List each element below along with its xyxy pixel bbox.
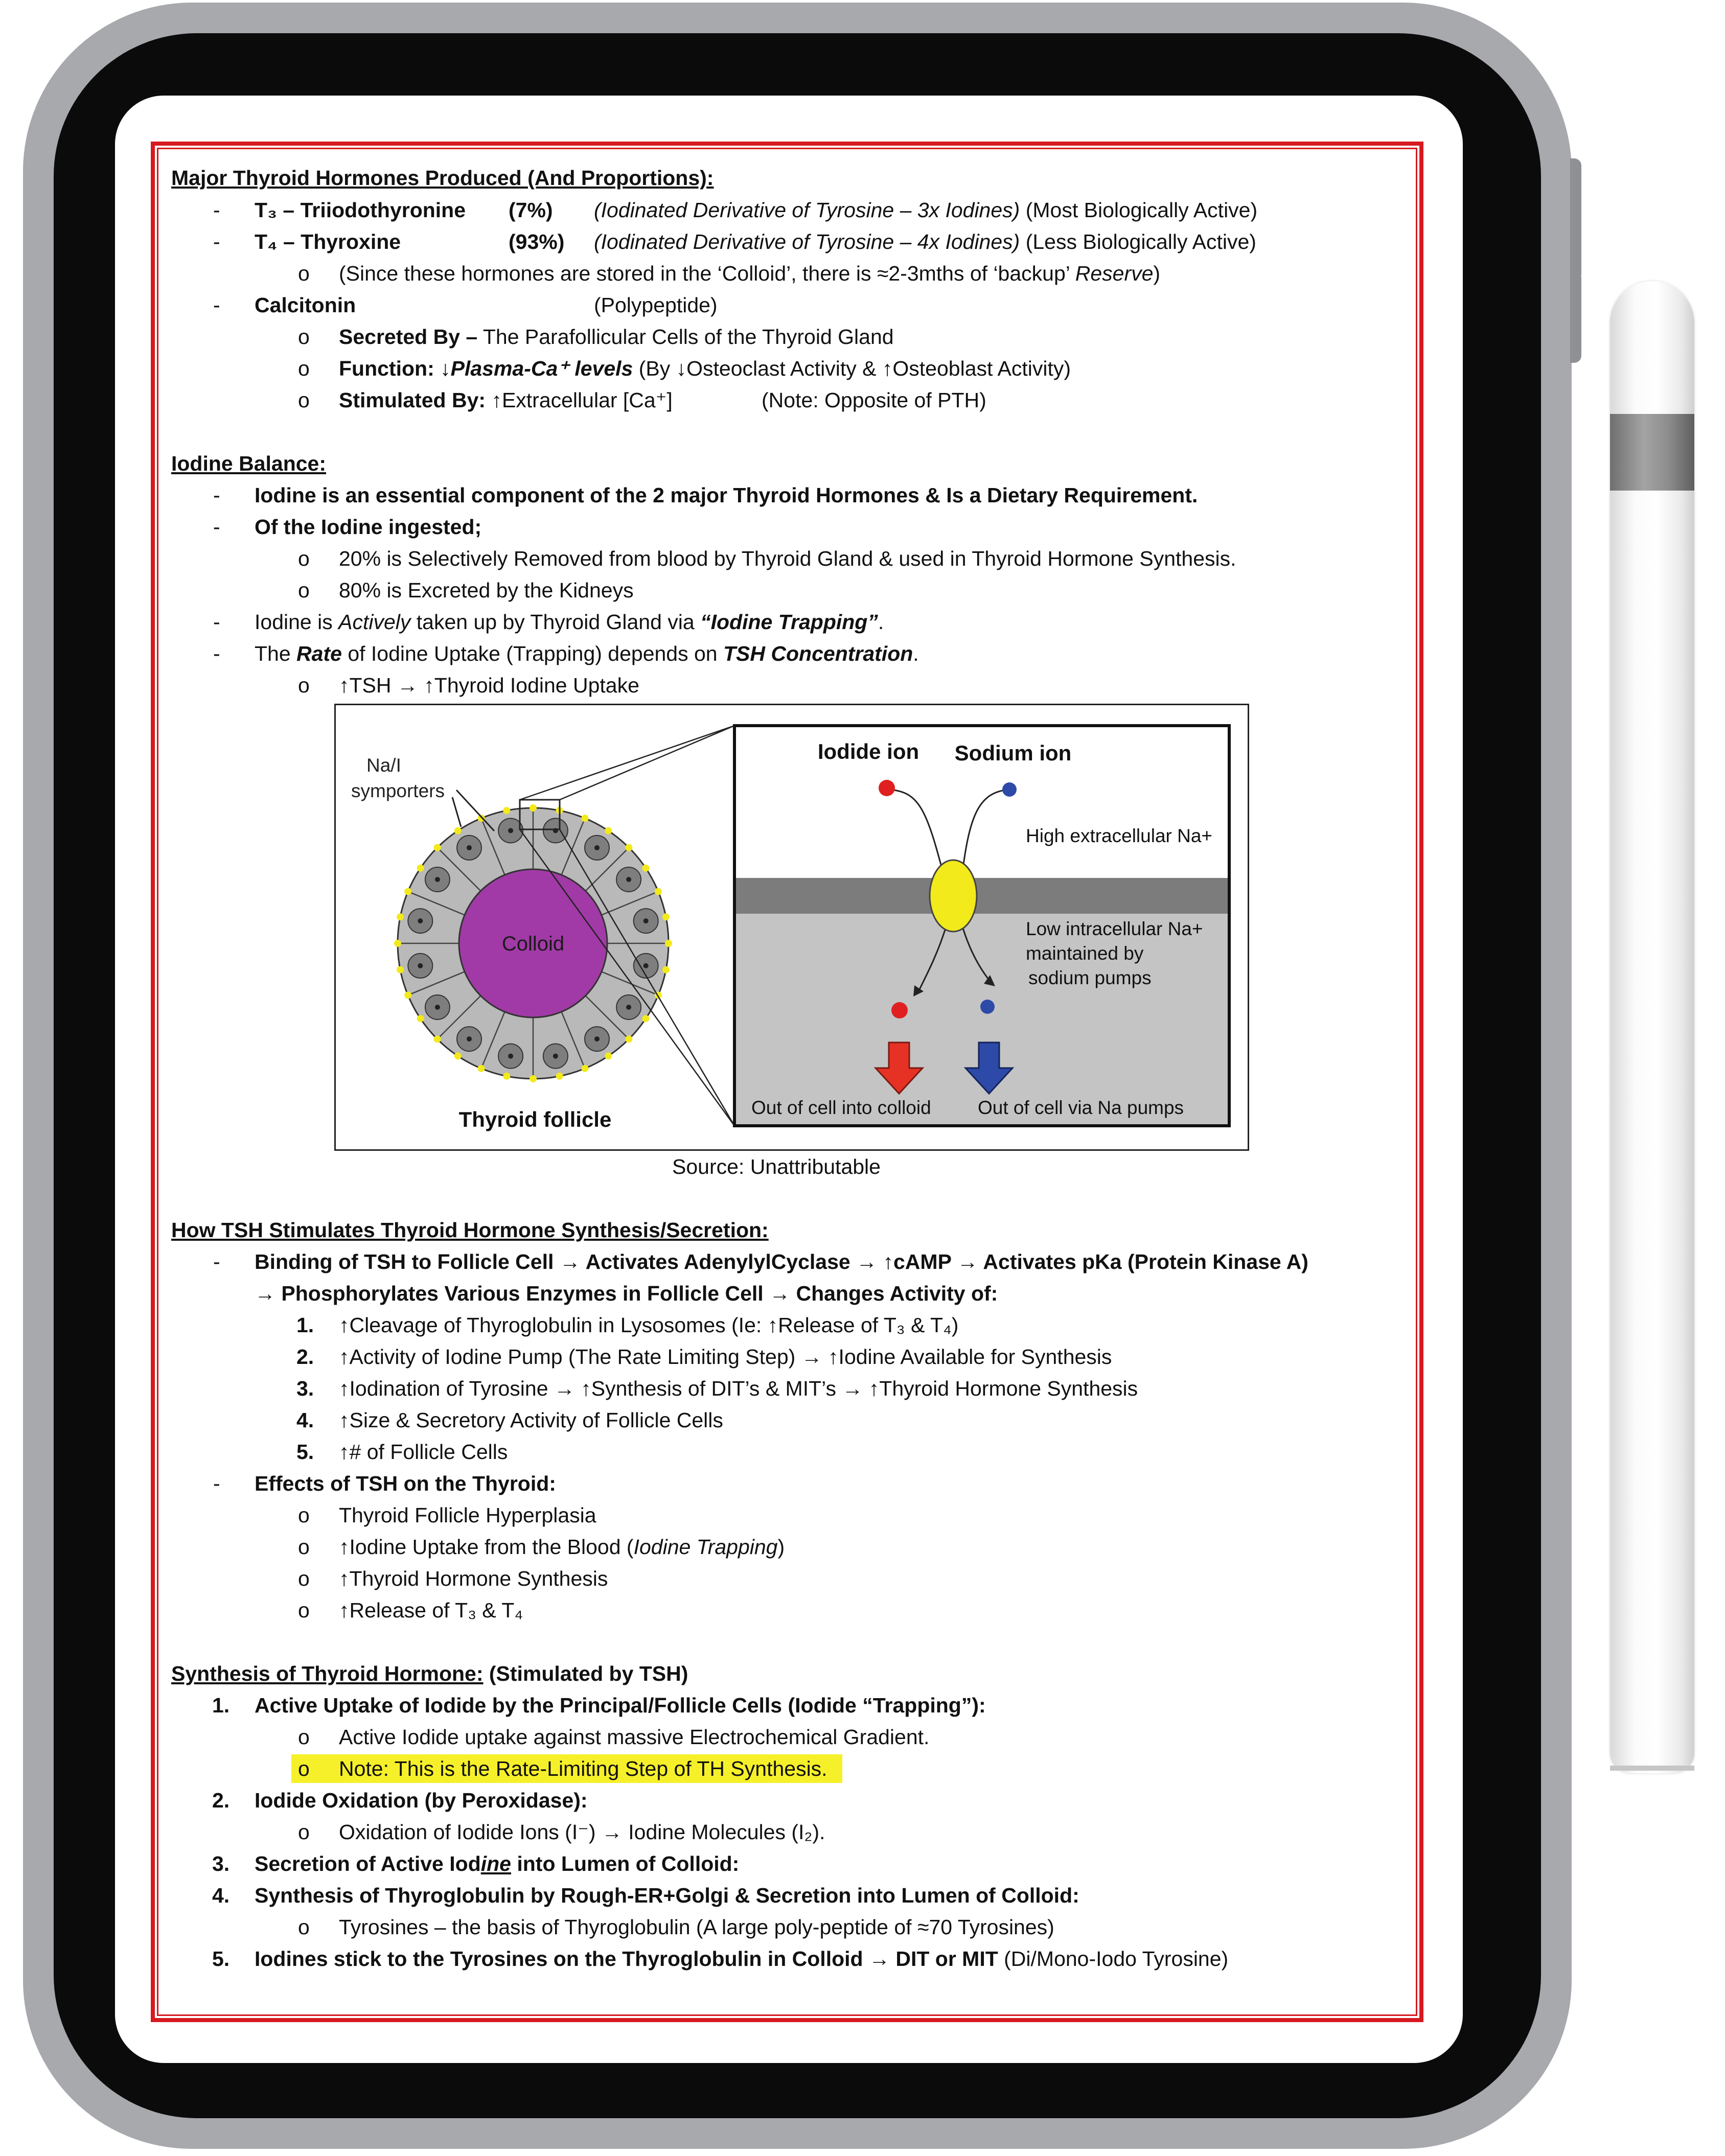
rate-c: TSH Concentration bbox=[723, 642, 913, 665]
reserve-note bbox=[339, 259, 1160, 288]
tsh-uptake: ↑TSH → ↑Thyroid Iodine Uptake bbox=[339, 674, 639, 697]
nucleolus bbox=[435, 877, 440, 882]
t4-description bbox=[594, 227, 1256, 256]
pencil-body bbox=[1610, 281, 1694, 1773]
effect-item bbox=[339, 1533, 785, 1561]
t4-note: (Iodinated Derivative of Tyrosine – 4x Iodines) bbox=[594, 230, 1020, 253]
colloid-label: Colloid bbox=[501, 933, 565, 955]
symporter-dot bbox=[530, 1075, 537, 1082]
tsh-effect-item: ↑Cleavage of Thyroglobulin in Lysosomes (Ie: ↑Release of T₃ & T₄) bbox=[339, 1313, 959, 1337]
symporter-inset bbox=[734, 726, 1229, 1126]
nucleolus bbox=[553, 1054, 558, 1059]
symporter-dot bbox=[478, 815, 485, 822]
symporter-protein bbox=[930, 860, 977, 932]
bullet-circle: o bbox=[298, 262, 310, 285]
document-screen[interactable] bbox=[115, 96, 1463, 2063]
nucleolus bbox=[418, 963, 423, 968]
list-number: 5. bbox=[212, 1947, 230, 1970]
symporter-dot bbox=[581, 815, 588, 822]
trap-b: taken up by Thyroid Gland via bbox=[410, 610, 701, 634]
bullet-circle: o bbox=[298, 1915, 310, 1939]
list-number: 4. bbox=[296, 1408, 314, 1432]
rate-em: Rate bbox=[296, 642, 342, 665]
bullet-dash: - bbox=[213, 198, 220, 222]
list-number: 2. bbox=[212, 1789, 230, 1812]
t4-activity: (Less Biologically Active) bbox=[1020, 230, 1256, 253]
bullet-dash: - bbox=[213, 642, 220, 665]
pencil-tip-joint bbox=[1610, 1766, 1694, 1771]
step-2: Iodide Oxidation (by Peroxidase): bbox=[255, 1789, 588, 1812]
nucleolus bbox=[643, 918, 649, 923]
iodine-20pct: 20% is Selectively Removed from blood by Thyroid Gland & used in Thyroid Hormone Synthesis. bbox=[339, 547, 1236, 570]
section-title-major-hormones: Major Thyroid Hormones Produced (And Proportions): bbox=[171, 166, 714, 190]
cell-membrane bbox=[736, 878, 1228, 914]
step-5-tail: (Di/Mono-Iodo Tyrosine) bbox=[998, 1947, 1229, 1970]
synthesis-title: Synthesis of Thyroid Hormone: bbox=[171, 1662, 484, 1685]
trap-a: Iodine is bbox=[255, 610, 339, 634]
reserve-end: ) bbox=[1153, 262, 1161, 285]
calcitonin-function bbox=[339, 354, 1071, 383]
stimulated-note: (Note: Opposite of PTH) bbox=[762, 388, 986, 412]
rate-b: of Iodine Uptake (Trapping) depends on bbox=[341, 642, 723, 665]
list-number: 4. bbox=[212, 1884, 230, 1907]
tsh-binding-line2: → Phosphorylates Various Enzymes in Follicle Cell → Changes Activity of: bbox=[255, 1282, 998, 1305]
calcitonin-type: (Polypeptide) bbox=[594, 293, 718, 317]
symporter-dot bbox=[556, 1073, 563, 1080]
bullet-circle: o bbox=[298, 325, 310, 349]
step-1a: Active Iodide uptake against massive Electrochemical Gradient. bbox=[339, 1725, 930, 1749]
bullet-dash: - bbox=[213, 230, 220, 253]
t3-activity: (Most Biologically Active) bbox=[1020, 198, 1258, 222]
symporter-dot bbox=[605, 827, 612, 834]
trap-c: “Iodine Trapping” bbox=[700, 610, 878, 634]
out-colloid-label: Out of cell into colloid bbox=[751, 1097, 931, 1118]
section-title-iodine-balance: Iodine Balance: bbox=[171, 452, 327, 475]
secreted-text: The Parafollicular Cells of the Thyroid Gland bbox=[477, 325, 894, 349]
effect-close: ) bbox=[777, 1535, 785, 1559]
volume-up-button bbox=[1570, 158, 1581, 281]
cell-interior bbox=[736, 914, 1228, 1124]
symporter-dot bbox=[417, 865, 424, 872]
symporter-dot bbox=[397, 913, 404, 920]
symporter-dot bbox=[625, 844, 632, 851]
function-label: Function: ↓ bbox=[339, 357, 451, 380]
effect-text: ↑Iodine Uptake from the Blood ( bbox=[339, 1535, 634, 1559]
stimulated-text: ↑Extracellular [Ca⁺] bbox=[486, 388, 673, 412]
symporter-dot bbox=[625, 1035, 632, 1042]
step-3-a: Secretion of Active Iod bbox=[255, 1852, 481, 1875]
tsh-effect-item: ↑Size & Secretory Activity of Follicle Cells bbox=[339, 1408, 723, 1432]
tsh-effect-item: ↑Activity of Iodine Pump (The Rate Limiting Step) → ↑Iodine Available for Synthesis bbox=[339, 1345, 1112, 1369]
sodium-ion-inside bbox=[980, 1000, 995, 1014]
symporter-dot bbox=[397, 966, 404, 973]
sodium-ion-outside bbox=[1002, 782, 1017, 797]
follicle-label: Thyroid follicle bbox=[458, 1107, 612, 1131]
bullet-circle: o bbox=[298, 357, 310, 380]
bullet-circle: o bbox=[298, 547, 310, 570]
t3-note: (Iodinated Derivative of Tyrosine – 3x Iodines) bbox=[594, 198, 1020, 222]
volume-down-button bbox=[1570, 271, 1581, 363]
symporter-dot bbox=[434, 844, 441, 851]
step-5 bbox=[255, 1944, 1228, 1973]
step-3-em: ine bbox=[480, 1852, 511, 1875]
trap-d: . bbox=[878, 610, 884, 634]
follicle-group bbox=[394, 804, 672, 1082]
diagram-source: Source: Unattributable bbox=[672, 1155, 881, 1178]
out-pumps-label: Out of cell via Na pumps bbox=[978, 1097, 1184, 1118]
list-number: 1. bbox=[296, 1313, 314, 1337]
calcitonin-name: Calcitonin bbox=[255, 293, 356, 317]
t3-description bbox=[594, 196, 1257, 224]
stylus-pencil bbox=[1610, 281, 1694, 1778]
iodide-ion-inside bbox=[891, 1002, 908, 1018]
section-title-tsh: How TSH Stimulates Thyroid Hormone Synthesis/Secretion: bbox=[171, 1218, 769, 1242]
nucleolus bbox=[435, 1005, 440, 1010]
effects-title: Effects of TSH on the Thyroid: bbox=[255, 1472, 556, 1495]
bullet-circle: o bbox=[298, 1820, 310, 1844]
trap-em: Actively bbox=[338, 610, 411, 634]
thyroid-follicle-diagram bbox=[334, 704, 1249, 1151]
symporter-dot bbox=[503, 807, 510, 814]
nucleolus bbox=[594, 1036, 600, 1041]
symporter-dot bbox=[454, 827, 462, 834]
symporter-dot bbox=[642, 1015, 649, 1022]
pencil-band bbox=[1610, 414, 1694, 491]
symporter-dot bbox=[665, 940, 672, 947]
diagram-svg bbox=[336, 705, 1248, 1149]
symporter-dot bbox=[642, 865, 649, 872]
nucleolus bbox=[643, 963, 649, 968]
list-number: 3. bbox=[212, 1852, 230, 1875]
step-2a: Oxidation of Iodide Ions (I⁻) → Iodine Molecules (I₂). bbox=[339, 1820, 825, 1844]
symporter-dot bbox=[434, 1035, 441, 1042]
iodide-ion-outside bbox=[879, 780, 895, 796]
tsh-effect-item: ↑Iodination of Tyrosine → ↑Synthesis of DIT’s & MIT’s → ↑Thyroid Hormone Synthesis bbox=[339, 1377, 1138, 1400]
step-1b-highlighted: Note: This is the Rate-Limiting Step of TH Synthesis. bbox=[339, 1757, 827, 1780]
bullet-dash: - bbox=[213, 515, 220, 539]
bullet-circle: o bbox=[298, 1598, 310, 1622]
list-number: 1. bbox=[212, 1694, 230, 1717]
calcitonin-stimulated bbox=[339, 386, 673, 414]
sodium-label: Sodium ion bbox=[954, 741, 1072, 765]
list-number: 2. bbox=[296, 1345, 314, 1369]
symporter-dot bbox=[454, 1052, 462, 1059]
calcitonin-secreted bbox=[339, 322, 894, 351]
t4-name: T₄ – Thyroxine bbox=[255, 230, 401, 253]
list-number: 5. bbox=[296, 1440, 314, 1464]
symporter-dot bbox=[662, 913, 670, 920]
t4-percent: (93%) bbox=[509, 230, 565, 253]
effect-item: ↑Thyroid Hormone Synthesis bbox=[339, 1567, 608, 1590]
reserve-word: Reserve bbox=[1075, 262, 1154, 285]
iodine-essential: Iodine is an essential component of the 2 major Thyroid Hormones & Is a Dietary Requirement. bbox=[255, 483, 1198, 507]
bullet-dash: - bbox=[213, 293, 220, 317]
symporter-dot bbox=[404, 991, 411, 999]
low-na-label-3: sodium pumps bbox=[1028, 967, 1152, 988]
nucleolus bbox=[626, 877, 631, 882]
symporter-dot bbox=[581, 1065, 588, 1072]
bullet-circle: o bbox=[298, 674, 310, 697]
symporter-dot bbox=[394, 940, 401, 947]
step-4a: Tyrosines – the basis of Thyroglobulin (A large poly-peptide of ≈70 Tyrosines) bbox=[339, 1915, 1054, 1939]
iodide-label: Iodide ion bbox=[817, 739, 919, 763]
tsh-binding-line1: Binding of TSH to Follicle Cell → Activates AdenylylCyclase → ↑cAMP → Activates pKa (Protein Kinase A) bbox=[255, 1250, 1308, 1273]
section-title-synthesis bbox=[171, 1659, 688, 1688]
nucleolus bbox=[508, 828, 513, 833]
bullet-dash: - bbox=[213, 1250, 220, 1273]
bullet-dash: - bbox=[213, 1472, 220, 1495]
tsh-effect-item: ↑# of Follicle Cells bbox=[339, 1440, 508, 1464]
effect-item: ↑Release of T₃ & T₄ bbox=[339, 1598, 523, 1622]
synthesis-title-suffix: (Stimulated by TSH) bbox=[483, 1662, 688, 1685]
nucleolus bbox=[508, 1054, 513, 1059]
symporter-dot bbox=[655, 888, 662, 895]
nucleolus bbox=[467, 1036, 472, 1041]
symporter-dot bbox=[404, 888, 411, 895]
t3-name: T₃ – Triiodothyronine bbox=[255, 198, 466, 222]
nucleolus bbox=[626, 1005, 631, 1010]
bullet-circle: o bbox=[298, 578, 310, 602]
rate-d: . bbox=[913, 642, 919, 665]
step-4: Synthesis of Thyroglobulin by Rough-ER+Golgi & Secretion into Lumen of Colloid: bbox=[255, 1884, 1079, 1907]
nucleolus bbox=[594, 845, 600, 850]
iodine-rate bbox=[255, 639, 919, 668]
rate-a: The bbox=[255, 642, 297, 665]
symporter-dot bbox=[478, 1065, 485, 1072]
function-text: (By ↓Osteoclast Activity & ↑Osteoblast Activity) bbox=[633, 357, 1071, 380]
low-na-label-1: Low intracellular Na+ bbox=[1026, 918, 1203, 939]
step-5-text: Iodines stick to the Tyrosines on the Thyroglobulin in Colloid → DIT or MIT bbox=[255, 1947, 998, 1970]
bullet-circle: o bbox=[298, 1567, 310, 1590]
list-number: 3. bbox=[296, 1377, 314, 1400]
reserve-note-text: (Since these hormones are stored in the ‘Colloid’, there is ≈2-3mths of ‘backup’ bbox=[339, 262, 1075, 285]
bullet-circle: o bbox=[298, 388, 310, 412]
bullet-circle: o bbox=[298, 1535, 310, 1559]
step-3-b: into Lumen of Colloid: bbox=[511, 1852, 740, 1875]
bullet-dash: - bbox=[213, 483, 220, 507]
step-3 bbox=[255, 1849, 739, 1878]
bullet-circle: o bbox=[298, 1503, 310, 1527]
function-em: Plasma-Ca⁺ levels bbox=[450, 357, 633, 380]
secreted-label: Secreted By – bbox=[339, 325, 478, 349]
nucleolus bbox=[418, 918, 423, 923]
symporter-dot bbox=[662, 966, 670, 973]
symporter-dot bbox=[530, 804, 537, 812]
bullet-dash: - bbox=[213, 610, 220, 634]
nucleolus bbox=[467, 845, 472, 850]
low-na-label-2: maintained by bbox=[1026, 943, 1144, 964]
step-1: Active Uptake of Iodide by the Principal/Follicle Cells (Iodide “Trapping”): bbox=[255, 1694, 986, 1717]
iodine-trapping bbox=[255, 608, 884, 636]
stimulated-label: Stimulated By: bbox=[339, 388, 486, 412]
symporters-label-line2: symporters bbox=[351, 780, 445, 801]
effect-em: Iodine Trapping bbox=[633, 1535, 778, 1559]
symporter-dot bbox=[605, 1052, 612, 1059]
effect-item: Thyroid Follicle Hyperplasia bbox=[339, 1503, 596, 1527]
symporter-dot bbox=[417, 1015, 424, 1022]
bullet-circle: o bbox=[298, 1725, 310, 1749]
symporters-label-line1: Na/I bbox=[366, 755, 401, 776]
high-na-label: High extracellular Na+ bbox=[1026, 825, 1213, 846]
iodine-ingested: Of the Iodine ingested; bbox=[255, 515, 482, 539]
symporter-dot bbox=[503, 1073, 510, 1080]
t3-percent: (7%) bbox=[509, 198, 553, 222]
bullet-circle: o bbox=[298, 1757, 310, 1780]
iodine-80pct: 80% is Excreted by the Kidneys bbox=[339, 578, 634, 602]
